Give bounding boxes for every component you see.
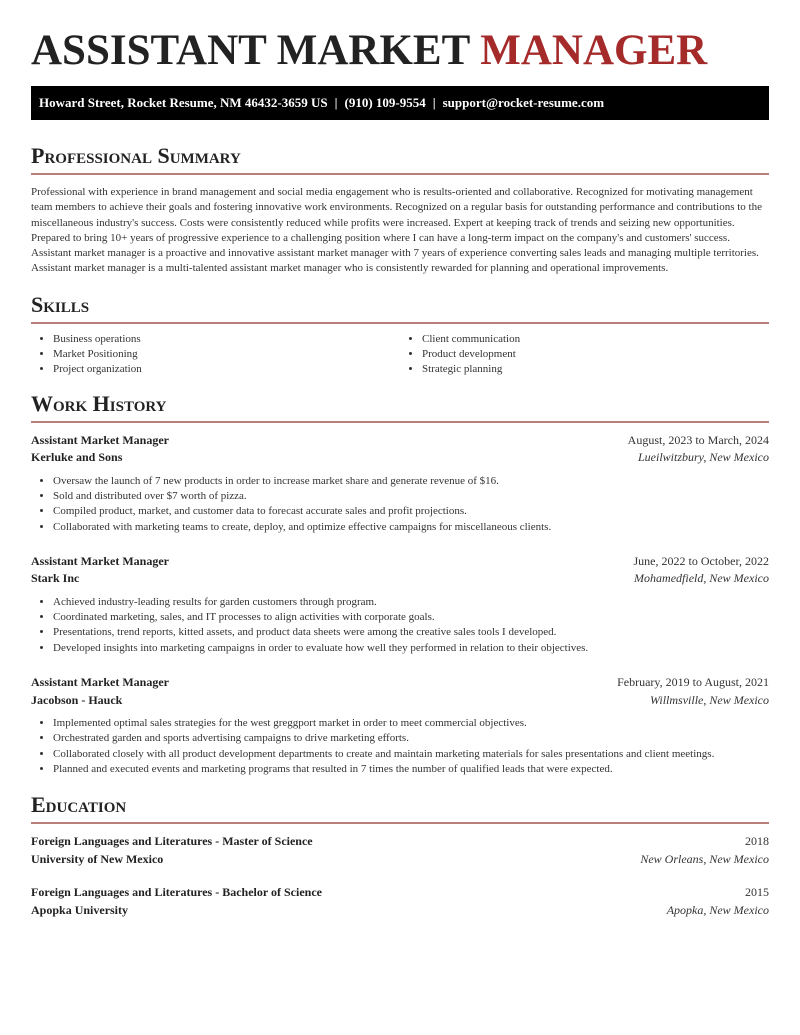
- job-bullet: • Sold and distributed over $7 worth of pizza.: [53, 489, 769, 504]
- job-entry: [31, 432, 769, 535]
- contact-email[interactable]: support@rocket-resume.com: [442, 95, 605, 110]
- skills-columns: [31, 332, 769, 378]
- job-bullet: • Coordinated marketing, sales, and IT processes to align activities with corporate goals.: [53, 610, 769, 625]
- resume-title: [31, 0, 769, 74]
- skill-item: • Market Positioning: [53, 347, 400, 362]
- section-divider: [31, 173, 769, 175]
- job-dates: June, 2022 to October, 2022: [633, 553, 769, 568]
- job-entry: [31, 553, 769, 656]
- job-bullet: • Planned and executed events and marketing programs that resulted in 7 times the number of qualified leads that were expected.: [53, 762, 769, 777]
- school-location: Apopka, New Mexico: [666, 902, 769, 917]
- work-history-section: [31, 390, 769, 778]
- skills-left-list: [31, 332, 400, 378]
- separator: |: [334, 95, 338, 110]
- section-heading-education: Education: [31, 792, 127, 818]
- job-bullet: • Achieved industry-leading results for garden customers through program.: [53, 595, 769, 610]
- section-divider: [31, 322, 769, 324]
- job-bullets: [31, 595, 769, 656]
- degree: Foreign Languages and Literatures - Bachelor of Science: [31, 885, 322, 900]
- skill-item: • Project organization: [53, 362, 400, 377]
- skill-item: • Product development: [422, 347, 769, 362]
- graduation-year: 2015: [745, 885, 769, 900]
- job-bullet: • Collaborated with marketing teams to create, deploy, and optimize effective campaigns for miscellaneous clients.: [53, 520, 769, 535]
- summary-section: [31, 142, 769, 277]
- degree: Foreign Languages and Literatures - Master of Science: [31, 834, 313, 849]
- education-entry: [31, 833, 769, 868]
- contact-phone: (910) 109-9554: [344, 95, 426, 110]
- contact-address: Howard Street, Rocket Resume, NM 46432-3659 US: [39, 95, 328, 110]
- section-heading-work-history: Work History: [31, 390, 167, 416]
- job-bullet: • Oversaw the launch of 7 new products in order to increase market share and generate revenue of $16.: [53, 474, 769, 489]
- section-divider: [31, 822, 769, 824]
- skill-item: • Business operations: [53, 332, 400, 347]
- job-company: Kerluke and Sons: [31, 450, 123, 465]
- job-title: Assistant Market Manager: [31, 432, 169, 447]
- graduation-year: 2018: [745, 834, 769, 849]
- separator: |: [432, 95, 436, 110]
- school: Apopka University: [31, 902, 129, 917]
- section-divider: [31, 421, 769, 423]
- job-bullet: • Implemented optimal sales strategies for the west greggport market in order to meet commercial objectives.: [53, 716, 769, 731]
- job-bullet: • Presentations, trend reports, kitted assets, and product data sheets were among the creative sales tools I developed.: [53, 625, 769, 640]
- job-bullet: • Orchestrated garden and sports advertising campaigns to drive marketing efforts.: [53, 731, 769, 746]
- job-bullet: • Compiled product, market, and customer data to forecast accurate sales and profit projections.: [53, 504, 769, 519]
- job-location: Lueilwitzbury, New Mexico: [638, 450, 769, 465]
- job-title: Assistant Market Manager: [31, 553, 169, 568]
- school: University of New Mexico: [31, 851, 164, 866]
- job-location: Willmsville, New Mexico: [650, 692, 769, 707]
- skill-item: • Strategic planning: [422, 362, 769, 377]
- summary-text: Professional with experience in brand management and social media engagement who is results-oriented and collaborative. Recognized for motivating management team members to achieve their goals and fostering innovative work environments. Recognized on a regular basis for outstanding performance and contributions to the miscellaneous industry's success. Costs were consistently reduced while profits were increased. Expert at keeping track of trends and seizing new opportunities. Prepared to bring 10+ years of progressive experience to a challenging position where I can have a long-term impact on the company's and customers' success. Assistant market manager is a proactive and innovative assistant market manager with 7 years of experience converting sales leads and managing multiple territories. Assistant market manager is a multi-talented assistant market manager who is consistently rewarded for planning and operational improvements.: [31, 186, 762, 275]
- job-company: Jacobson - Hauck: [31, 692, 123, 707]
- title-accent: MANAGER: [480, 27, 708, 74]
- job-bullets: [31, 474, 769, 535]
- job-dates: February, 2019 to August, 2021: [617, 675, 769, 690]
- job-title: Assistant Market Manager: [31, 675, 169, 690]
- job-company: Stark Inc: [31, 571, 80, 586]
- education-section: [31, 791, 769, 919]
- job-dates: August, 2023 to March, 2024: [627, 432, 769, 447]
- job-bullet: • Collaborated closely with all product development departments to create and maintain marketing materials for sales presentations and client meetings.: [53, 747, 769, 762]
- job-location: Mohamedfield, New Mexico: [634, 571, 769, 586]
- job-bullets: [31, 716, 769, 777]
- job-entry: [31, 674, 769, 777]
- skills-right-list: [400, 332, 769, 378]
- education-entry: [31, 884, 769, 919]
- job-bullet: • Developed insights into marketing campaigns in order to evaluate how well they performed in relation to their objectives.: [53, 641, 769, 656]
- contact-bar: [31, 86, 769, 120]
- skill-item: • Client communication: [422, 332, 769, 347]
- section-heading-skills: Skills: [31, 291, 90, 317]
- title-main: ASSISTANT MARKET: [31, 27, 470, 74]
- skills-section: [31, 291, 769, 378]
- section-heading-summary: Professional Summary: [31, 143, 241, 168]
- school-location: New Orleans, New Mexico: [640, 851, 769, 866]
